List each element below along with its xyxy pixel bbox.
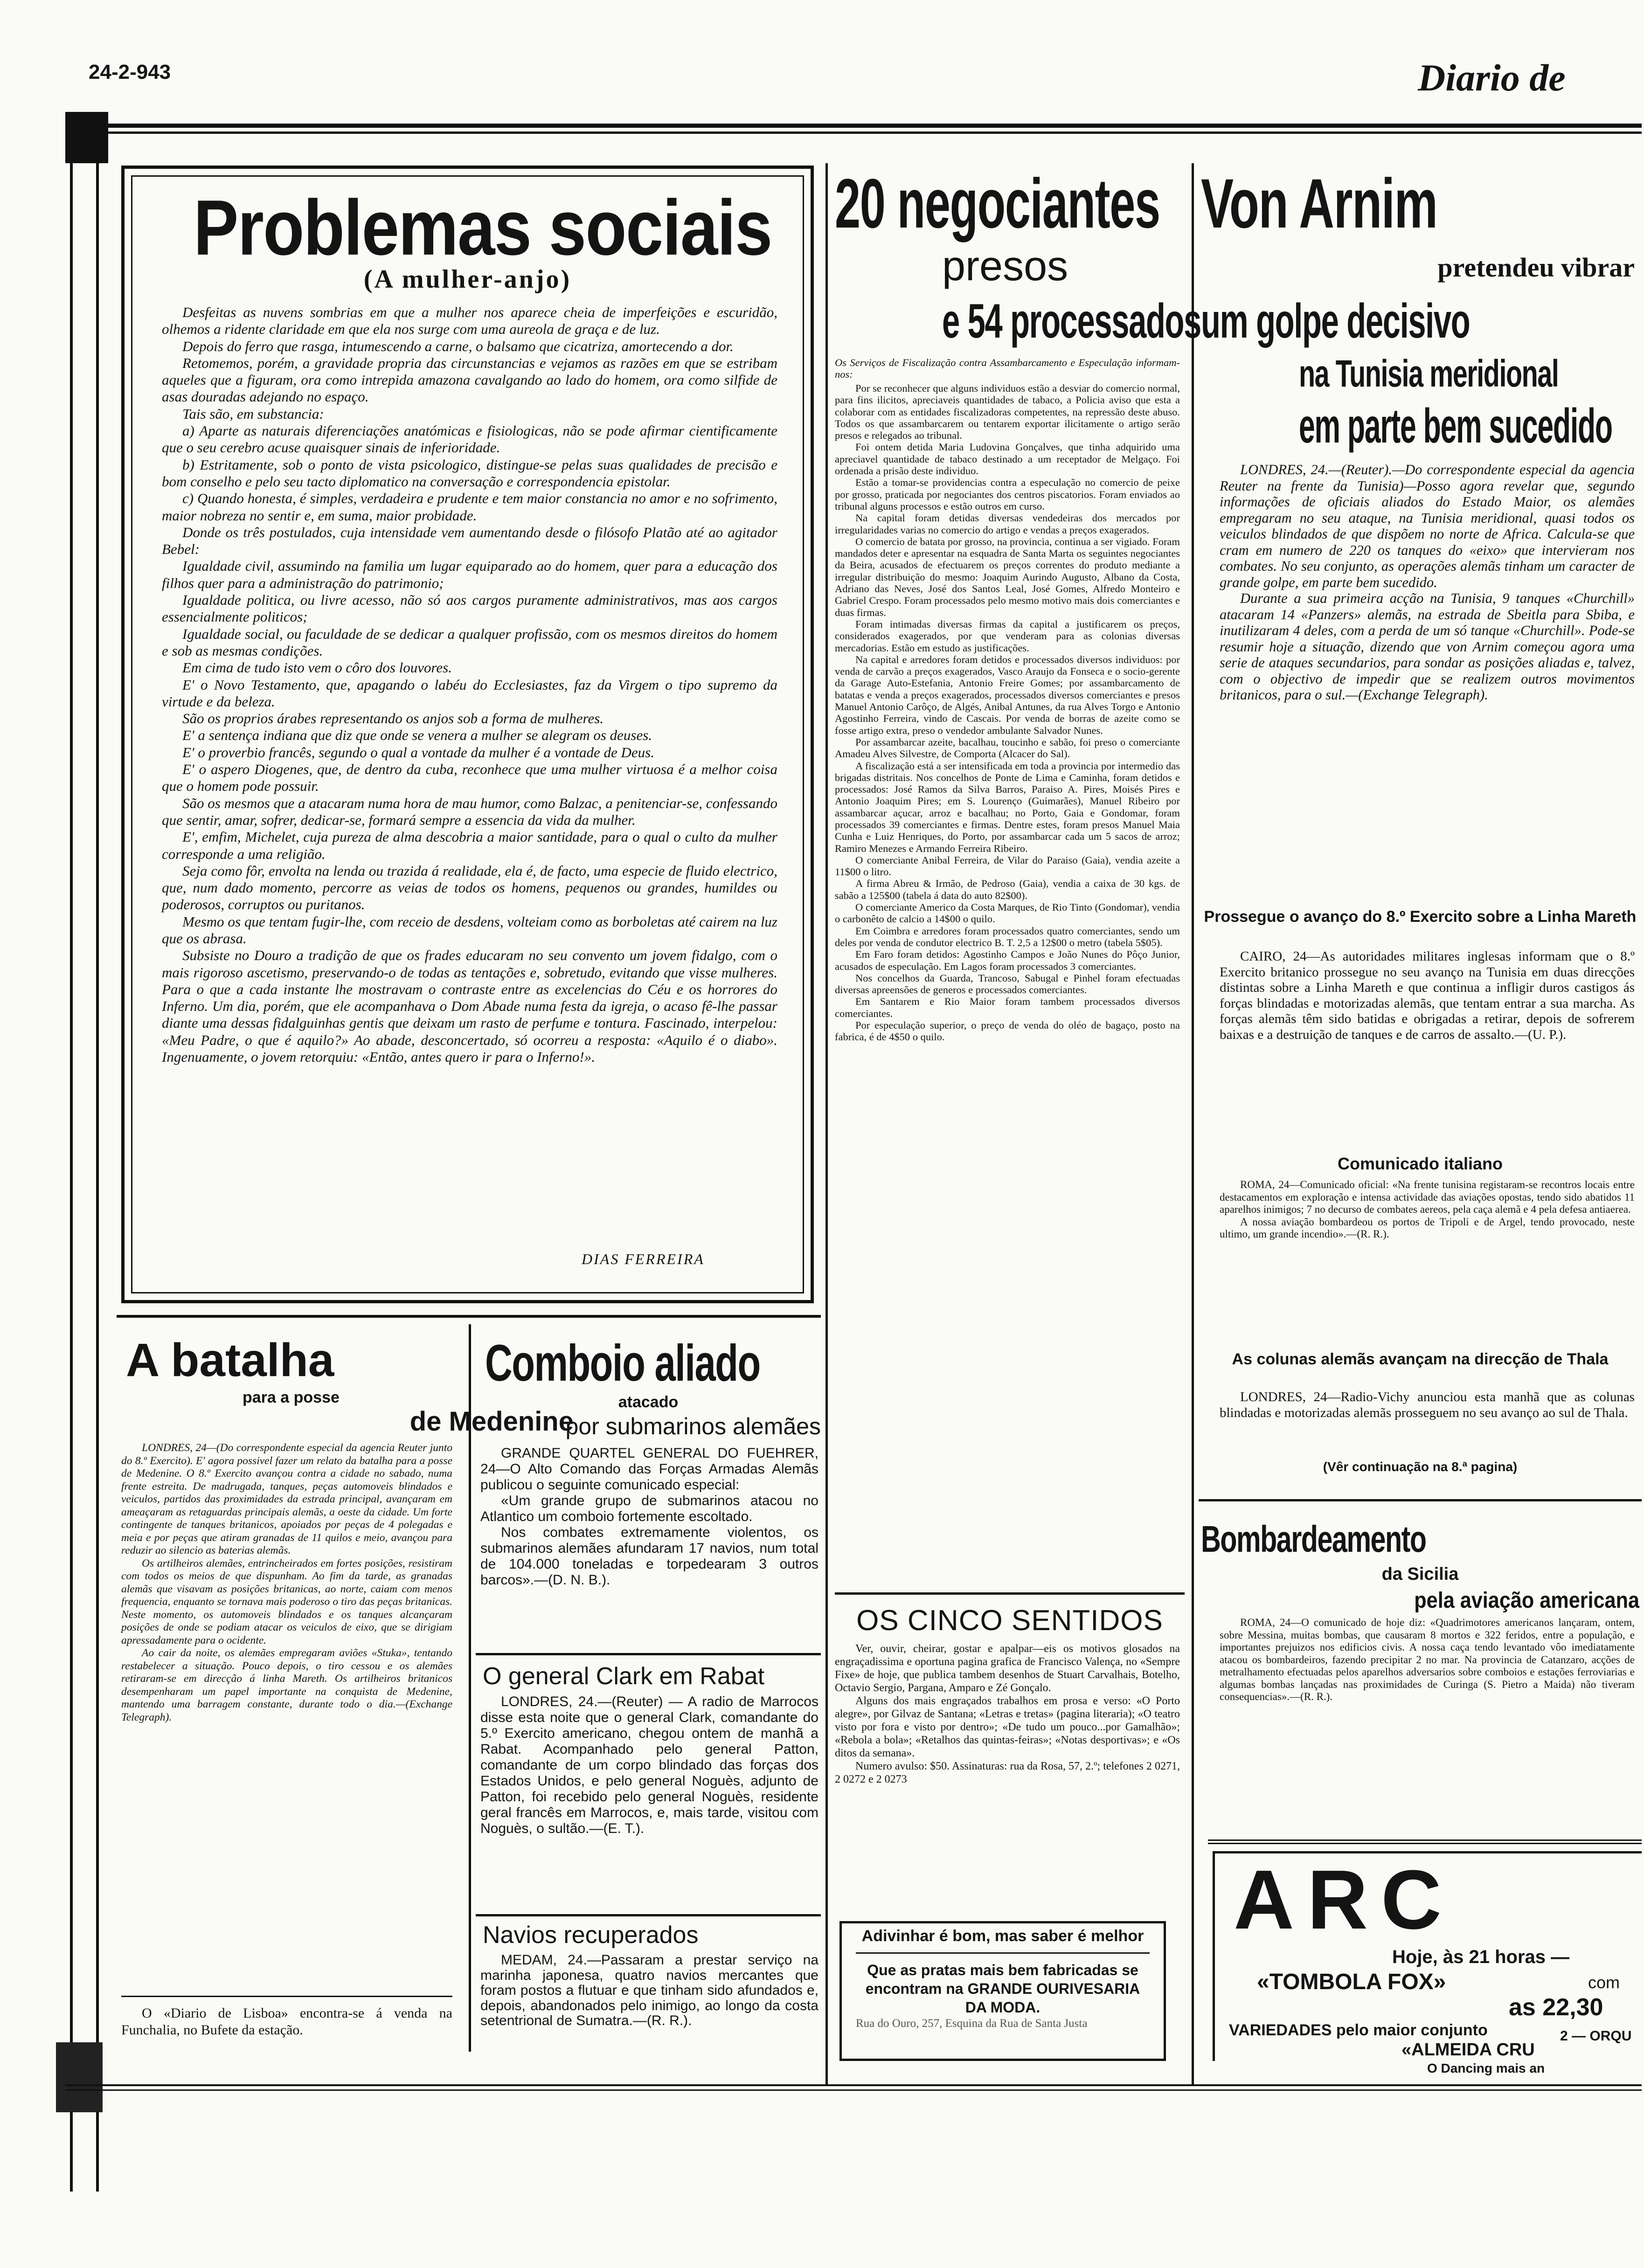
paragraph: E' a sentença indiana que diz que onde se venera a mulher se alegram os deuses. [182,727,652,744]
subheadline: na Tunisia meridional [1299,353,1559,395]
headline: Comboio aliado [485,1335,760,1392]
paragraph: Foram intimadas diversas firmas da capital a justificarem os preços, considerados exagerados, por que venderam para as colonias diversas mercadorias. Estão em estudo as justificações. [835,618,1180,654]
paragraph: Em Faro foram detidos: Agostinho Campos e João Nunes do Pôço Junior, acusados de especulação. Em Lagos foram processados 3 comerciantes. [835,948,1180,972]
headline: Navios recuperados [483,1922,699,1949]
paragraph: O «Diario de Lisboa» encontra-se á venda na Funchalia, no Bufete da estação. [121,2005,452,2038]
paragraph: CAIRO, 24—As autoridades militares inglesas informam que o 8.º Exercito britanico prossegue no seu avanço na Tunisia em duas direcções distintas sobre a Linha Mareth e que continua a infligir duros castigos ás forças blindadas e motorizadas alemãs, que tentam entrar a sua marcha. As forças alemãs têm sido batidas e obrigadas a retirar, depois de sofrerem baixas e a destruição de tanques e de carros de assalto.—(U. P.). [1220,949,1635,1042]
paragraph: Os artilheiros alemães, entrincheirados em fortes posições, resistiram com todos os meios de que dispunham. Ao fim da tarde, as granadas alemãs que visavam as posições britanicas, ao norte, caiam com menos frequencia, enquanto se tornava mais poderoso o tiro das peças britanicas. Neste momento, os automoveis blindados e os tanques alcançaram posições de onde se podiam atacar os veiculos de eixo, que se dirigiam apressadamente para o ocidente. [121,1557,452,1646]
paragraph: b) Estritamente, sob o ponto de vista psicologico, distingue-se pelas suas qualidades de precisão e bom conselho e pelo seu tacto diplomatico na conversação e correspondencia epistolar. [162,456,777,490]
paragraph: Na capital foram detidas diversas vendedeiras dos mercados por irregularidades varias no comercio do artigo e vendas a preços exagerados. [835,512,1180,536]
article-von-arnim [1201,159,1642,1501]
paragraph: Por assambarcar azeite, bacalhau, toucinho e sabão, foi preso o comerciante Amadeu Alves Silvestre, de Comporta (Alcacer do Sal). [835,736,1180,760]
masthead: Diario de [1418,56,1566,99]
paragraph: c) Quando honesta, é simples, verdadeira e prudente e tem maior constancia no amor e no sofrimento, maior nobreza no sentir e, em suma, maior probidade. [162,490,777,524]
paragraph: São os mesmos que a atacaram numa hora de mau humor, como Balzac, a penitenciar-se, confessando que sentir, amar, sofrer, dedicar-se, formará sempre a essencia da vida da mulher. [162,795,777,828]
top-rule [65,124,1642,134]
margin-block-bottom [56,2042,103,2112]
article-body [1220,1617,1635,1812]
paragraph: São os proprios árabes representando os anjos sob a forma de mulheres. [182,710,604,727]
paragraph: A firma Abreu & Irmão, de Pedroso (Gaia), vendia a caixa de 30 kgs. de sabão a 125$00 (tabela á data do auto 82$00). [835,878,1180,901]
article-cinco-sentidos [835,1604,1185,1926]
paragraph: Tais são, em substancia: [182,405,324,422]
ad-rule [856,1952,1150,1954]
paragraph: Por se reconhecer que alguns individuos estão a desviar do comercio normal, para fins ilicitos, apreciaveis quantidades de tabaco, a Policia aviso que esta a colaborar com as entidades fiscalizadoras competentes, na repressão deste abuso. Todos os que assambarcarem ou tentarem exportar ilicitamente o artigo serão presos e relegados ao tribunal. [835,382,1180,442]
subheadline: de Medenine [409,1406,574,1437]
ad-headline: Adivinhar é bom, mas saber é melhor [861,1927,1144,1945]
subheadline: pela aviação americana [1414,1588,1639,1613]
ad-line: O Dancing mais an [1427,2061,1545,2075]
section-rule [835,1592,1185,1595]
paragraph: ROMA, 24—Comunicado oficial: «Na frente tunisina registaram-se recontros locais entre destacamentos em exploração e intensa actividade das aviações opostas, tendo sido abatidos 11 aparelhos inimigos; 7 no decurso de combates aereos, pela caça alemã e 4 pela defesa antiaerea. [1220,1179,1635,1215]
paragraph: MEDAM, 24.—Passaram a prestar serviço na marinha japonesa, quatro navios mercantes que foram postos a flutuar e que tinham sido afundados e, depois, abandonados pelo inimigo, ao longo da costa setentrional de Sumatra.—(R. R.). [480,1952,819,2028]
article-batalha [121,1334,574,2080]
article-body [835,382,1180,1623]
headline: A batalha [126,1334,334,1386]
article-navios [476,1921,821,2075]
paragraph: LONDRES, 24.—(Reuter).—Do correspondente especial da agencia Reuter na frente da Tunisia)—Posso agora revelar que, segundo informações de oficiais aliados do Estado Maior, os alemães empregaram no seu ataque, na Tunisia meridional, quasi todos os veiculos blindados de que dispõem no norte de Africa. Calcula-se que cram em numero de 220 os tanques do «eixo» que intervieram nos combates. No seu conjunto, as operações alemãs tinham um caracter de grande golpe, em parte bem sucedido. [1220,462,1635,590]
notice [121,2005,452,2039]
paragraph: Em Santarem e Rio Maior foram tambem processados diversos comerciantes. [835,996,1180,1019]
article-comboio [476,1334,821,1669]
paragraph: «Um grande grupo de submarinos atacou no Atlantico um comboio fortemente escoltado. [480,1493,819,1524]
paragraph: Igualdade civil, assumindo na familia um lugar equiparado ao do homem, quer para a educação dos filhos quer para a administração do patrimonio; [162,558,777,591]
paragraph: Ao cair da noite, os alemães empregaram aviões «Stuka», tentando restabelecer a situação. Pouco depois, o tiro cessou e os alemães retiraram-se em direcção á linha Mareth. Os artilheiros britanicos desempenharam um papel importante na conquista de Medenine, mantendo uma barragem constante, durante todo o dia.—(Exchange Telegraph). [121,1647,452,1723]
section-rule [476,1653,821,1655]
continuation-note: (Vêr continuação na 8.ª pagina) [1323,1459,1518,1474]
paragraph: O comercio de batata por grosso, na provincia, continua a ser vigiado. Foram mandados deter e apresentar na esquadra de Santa Marta os seguintes negociantes da Beira, acusados de efectuarem os preços correntes do produto mediante a irregular distribuição do mesmo: Joaquim Aurindo Augusto, Albano da Costa, Adriano das Neves, José dos Santos Leal, José Gomes, Alfredo Monteiro e Gabriel Crespo. Foram processados pelo mesmo motivo mais dois comerciantes e duas firmas. [835,535,1180,618]
column-rule [825,163,828,2084]
paragraph: O comerciante Anibal Ferreira, de Vilar do Paraiso (Gaia), vendia azeite a 11$00 o litro. [835,854,1180,878]
paragraph: Subsiste no Douro a tradição de que os frades educaram no seu convento um jovem fidalgo, com o mais rigoroso ascetismo, preservando-o de todas as tentações e, sobretudo, evitando que visse mulheres. Para o que a cada instante lhe mostravam o contraste entre as excelencias do Céu e os horrores do Inferno. Um dia, porém, que ele acompanhava o Dom Abade numa festa da igreja, o acaso fê-lhe passar diante uma dessas fidalguinhas gentis que deixam um rasto de perfume e tontura. Fascinado, interpelou: «Meu Padre, o que é aquilo?» Ao abade, desconcertado, só ocorreu a resposta: «Aquilo é o diabo». Ingenuamente, o jovem retorquiu: «Então, antes quero ir para o Inferno!». [162,947,777,1065]
article-clark [476,1662,821,1905]
subheadline: por submarinos alemães [565,1413,821,1439]
headline: Bombardeamento [1201,1518,1426,1560]
ad-line: as 22,30 [1509,1994,1603,2021]
advert-arcadia [1213,1851,1642,2061]
paragraph: Donde os três postulados, cuja intensidade vem aumentando desde o filósofo Platão até ao agitador Bebel: [162,524,777,558]
ad-line: Hoje, às 21 horas — [1392,1947,1570,1967]
subheadline: e 54 processados [942,294,1201,348]
ad-body: Que as pratas mais bem fabricadas se encontram na GRANDE OURIVESARIA DA MODA. [865,1962,1140,2016]
section-body [1220,1179,1635,1241]
headline: OS CINCO SENTIDOS [856,1604,1163,1637]
article-negociantes [835,159,1201,1623]
article-body [480,1953,819,2029]
paragraph: O comerciante Americo da Costa Marques, de Rio Tinto (Gondomar), vendia o carbonêto de calcio a 14$00 o quilo. [835,901,1180,925]
article-body [480,1694,819,1837]
paragraph: Estão a tomar-se providencias contra a especulação no comercio de peixe por grosso, praticada por negociantes dos centros piscatorios. Foram enviados ao tribunal alguns processos e estão outros em curso. [835,477,1180,512]
article-body [162,304,777,1232]
paragraph: Mesmo os que tentam fugir-lhe, com receio de desdens, volteiam como as borboletas até cairem na luz que os abrasa. [162,913,777,947]
article-body [480,1445,819,1588]
kicker: atacado [618,1393,679,1411]
section-body [1220,949,1635,1043]
paragraph: Na capital e arredores foram detidos e processados diversos individuos: por venda de carvão a preços exagerados, Vasco Araujo da Fonseca e o socio-gerente da Garage Auto-Estefania, Antonio Freire Gomes; por assambarcamento de batatas e venda a preços exagerados, processados diversos comerciantes e presos Manuel Antonio Carôço, de Algés, Anibal Antunes, da rua Alves Torgo e Antonio Agostinho Ferreira, vindo de Cascais. Por venda de borras de azeite como se fosse artigo extra, preso o vendedor ambulante Salvador Nunes. [835,653,1180,736]
kicker: pretendeu vibrar [1437,252,1635,283]
paragraph: Em Coimbra e arredores foram processados quatro comerciantes, sendo um deles por venda de condutor electrico B. T. 2,5 a 12$00 o metro (tabela 5$05). [835,925,1180,948]
margin-block-top [65,112,108,163]
column-rule [1192,163,1194,2084]
headline: O general Clark em Rabat [483,1663,765,1690]
paragraph: Seja como fôr, envolta na lenda ou trazida á realidade, ela é, de facto, uma especie de fluido electrico, que, num dado momento, percorre as veias de todos os homens, pequenos ou grandes, humildes ou poderosos, corruptos ou puritanos. [162,862,777,913]
paragraph: Nos concelhos da Guarda, Trancoso, Sabugal e Pinhel foram efectuadas diversas apreensões de generos e processados comerciantes. [835,972,1180,996]
paragraph: Retomemos, porém, a gravidade propria das circunstancias e vejamos as razões em que se estribam aqueles que a figuram, ora como intrepida amazona cavalgando ao lado do homem, ora como silfide de asas douradas adejando no espaço. [162,354,777,405]
kicker: para a posse [243,1389,340,1406]
headline: Problemas sociais [194,184,772,271]
paragraph: ROMA, 24—O comunicado de hoje diz: «Quadrimotores americanos lançaram, ontem, sobre Messina, muitas bombas, que causaram 8 mortos e 322 feridos, entre a população, e importantes prejuizos nos edificios civis. A nossa caça tendo levantado vôo imediatamente atacou os bombardeiros, fazendo precipitar 2 no mar. Na provincia de Catanzaro, acções de metralhamento efectuadas pelos aparelhos adversarios sobre comboios e estações ferroviarias e algumas bombas lançadas nas proximidades de Curinga (S. Pietro a Maida) não tiveram consequencias».—(R. R.). [1220,1617,1635,1702]
paragraph: Durante a sua primeira acção na Tunisia, 9 tanques «Churchill» atacaram 14 «Panzers» alemãs, na estrada de Sbeitla para Sbiba, e inutilizaram 4 deles, com a perda de um só tanque «Churchill». Pode-se resumir hoje a situação, dizendo que von Arnim começou agora uma serie de ataques secundarios, para sondar as posições aliadas e, talvez, com o objectivo de impedir que se realizem outros movimentos britanicos, para o sul.—(Exchange Telegraph). [1220,590,1635,703]
section-heading: Prossegue o avanço do 8.º Exercito sobre a Linha Mareth [1204,908,1637,926]
ad-wordmark: ARC [1234,1853,1455,1947]
paragraph: Depois do ferro que rasga, intumescendo a carne, o balsamo que cicatriza, amortecendo a dor. [182,338,734,354]
section-rule [117,1315,821,1318]
ad-line: «TOMBOLA FOX» [1257,1970,1446,1994]
article-problemas-sociais [121,166,814,1303]
ad-line: com [1588,1973,1620,1992]
article-body [835,1642,1180,1786]
paragraph: Nos combates extremamente violentos, os submarinos alemães afundaram 17 navios, num total de 104.000 toneladas e torpedearam 3 outros barcos».—(D. N. B.). [480,1525,819,1588]
paragraph: E', emfim, Michelet, cuja pureza de alma descobria a maior santidade, para o qual o culto da mulher corresponde a uma religião. [162,829,777,862]
margin-bar [70,112,99,2192]
ad-line: «ALMEIDA CRU [1401,2040,1535,2060]
paragraph: E' o Novo Testamento, que, apagando o labéu do Ecclesiastes, faz da Virgem o tipo supremo da virtude e da beleza. [162,676,777,710]
section-rule [121,1996,452,1997]
section-rule [476,1914,821,1916]
paragraph: LONDRES, 24—(Do correspondente especial da agencia Reuter junto do 8.º Exercito). E' agora possivel fazer um relato da batalha para a posse de Medenine. O 8.º Exercito avançou contra a cidade no sabado, numa frente estreita. De madrugada, tanques, peças automoveis blindados e veiculos, partidos das proximidades da estrada principal, avançaram em ameaçaram as retaguardas principais alemãs, a oeste da cidade. Um forte contingente de tanques britanicos, apoiados por peças de 4 polegadas e meia e por peças que atiram granadas de 11 quilos e meio, avançou para reduzir ao silencio as baterias alemãs. [121,1442,452,1556]
ad-line: 2 — ORQU [1560,2028,1632,2044]
paragraph: A nossa aviação bombardeou os portos de Tripoli e de Argel, tendo provocado, neste ultimo, um grande incendio».—(R. R.). [1220,1216,1635,1240]
kicker: da Sicilia [1381,1564,1459,1584]
headline: Von Arnim [1201,164,1437,242]
paragraph: E' o aspero Diogenes, que, de dentro da cuba, reconhece que uma mulher virtuosa é a melhor coisa que o homem pode possuir. [162,761,777,795]
ad-address: Rua do Ouro, 257, Esquina da Rua de Santa Justa [856,2017,1088,2030]
paragraph: A fiscalização está a ser intensificada em toda a provincia por intermedio das brigadas distritais. Nos concelhos de Ponte de Lima e Caminha, foram detidos e processados: José Ramos da Silva Barros, Paraiso A. Pires, Moisés Pires e Antonio Joaquim Pires; em S. Lourenço (Guimarães), Manuel Ribeiro por assambarcar açucar, arroz e bacalhau; no Porto, Gaia e Gondomar, foram processados 39 comerciantes e firmas. Dentre estes, foram presos Manuel Maia Cunha e Luiz Henriques, do Porto, por assambarcar cada um 5 sacos de arroz; Ramiro Menezes e Armando Ferreira Ribeiro. [835,760,1180,854]
paragraph: Alguns dos mais engraçados trabalhos em prosa e verso: «O Porto alegre», por Gilvaz de Santana; «Letras e tretas» (pagina literaria); «O teatro visto por fora e visto por dentro»; «De tudo um pouco...por Gamalhão»; «Rebola a bola»; «Retalhos das quintas-feiras»; «Notas desportivas»; e «Os ditos da semana». [835,1695,1180,1759]
bottom-rule [65,2084,1642,2091]
paragraph: Igualdade politica, ou livre acesso, não só aos cargos puramente administrativos, mas aos cargos essencialmente politicos; [162,592,777,625]
page-date: 24-2-943 [89,61,171,83]
paragraph: LONDRES, 24—Radio-Vichy anunciou esta manhã que as colunas blindadas e motorizadas alemãs prosseguem no seu avanço ao sul de Thala. [1220,1390,1635,1420]
section-heading: Comunicado italiano [1337,1154,1503,1173]
article-bombardeamento [1201,1518,1642,1816]
advert-ourivesaria [839,1921,1166,2061]
ad-line: VARIEDADES pelo maior conjunto [1229,2021,1488,2039]
paragraph: Em cima de tudo isto vem o côro dos louvores. [182,659,452,676]
paragraph: Foi ontem detida Maria Ludovina Gonçalves, que tinha adquirido uma apreciavel quantidade de tabaco destinado a um receptador de Melgaço. Foi ordenada a prisão deste individuo. [835,441,1180,477]
subheadline: um golpe decisivo [1201,294,1470,348]
article-intro: Os Serviços de Fiscalização contra Assambarcamento e Especulação informam-nos: [835,357,1180,380]
paragraph: Desfeitas as nuvens sombrias em que a mulher nos aparece cheia de imperfeições e escuridão, olhemos a ridente claridade em que ela nos surge com uma aureola de graça e de luz. [162,304,777,338]
paragraph: Igualdade social, ou faculdade de se dedicar a qualquer profissão, com os mesmos direitos do homem e sob as mesmas condições. [162,625,777,659]
section-heading: As colunas alemãs avançam na direcção de Thala [1232,1350,1609,1368]
paragraph: Ver, ouvir, cheirar, gostar e apalpar—eis os motivos glosados na engraçadissima e oportuna pagina grafica de Francisco Valença, no «Sempre Fixe» de hoje, que publica tambem desenhos de Stuart Carvalhais, Botelho, Octavio Sergio, Pargana, Amparo e Zé Gonçalo. [835,1643,1180,1694]
section-body [1220,1390,1635,1421]
article-body [121,1442,452,1941]
paragraph: LONDRES, 24.—(Reuter) — A radio de Marrocos disse esta noite que o general Clark, comandante do 5.º Exercito americano, chegou ontem de manhã a Rabat. Acompanhado pelo general Patton, comandante de um corpo blindado das forças dos Estados Unidos, e pelo general Noguès, adjunto de Patton, foi recebido pelo general Noguès, residente geral francês em Marrocos, e, mais tarde, visitou com Noguès, o sultão.—(E. T.). [480,1694,819,1836]
subheadline: em parte bem sucedido [1299,399,1612,453]
paragraph: GRANDE QUARTEL GENERAL DO FUEHRER, 24—O Alto Comando das Forças Armadas Alemãs publicou o seguinte comunicado especial: [480,1445,819,1493]
author-byline: DIAS FERREIRA [582,1251,705,1267]
kicker: presos [942,243,1068,290]
subheadline: (A mulher-anjo) [363,265,572,294]
headline: 20 negociantes [835,164,1160,242]
ad-rule [1208,1839,1642,1844]
paragraph: E' o proverbio francês, segundo o qual a vontade da mulher é a vontade de Deus. [182,744,654,761]
paragraph: a) Aparte as naturais diferenciações anatómicas e fisiologicas, não se pode afirmar cientificamente que o seu cerebro acuse quaisquer sinais de inferioridade. [162,422,777,456]
paragraph: Numero avulso: $50. Assinaturas: rua da Rosa, 57, 2.º; telefones 2 0271, 2 0272 e 2 0273 [835,1760,1180,1785]
paragraph: Por especulação superior, o preço de venda do oléo de bagaço, posto na fabrica, é de 4$50 o quilo. [835,1019,1180,1043]
